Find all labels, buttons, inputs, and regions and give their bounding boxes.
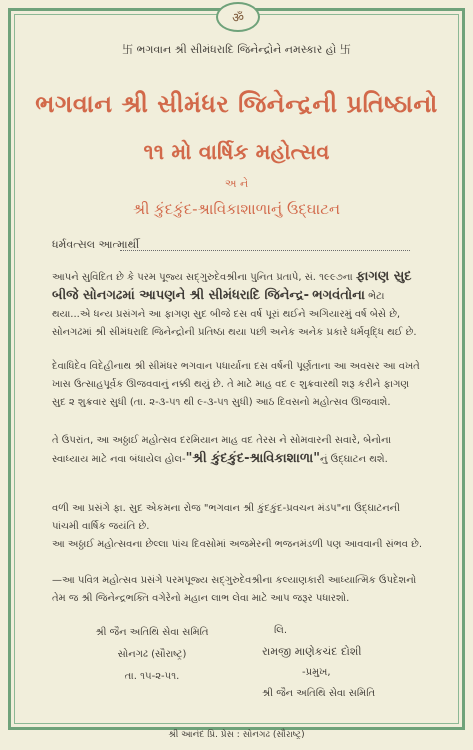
paragraph-3-rest: નું ઉદ્‌ઘાટન થશે. [320,454,388,465]
paragraph-5: આ અઠ્ઠાઈ મહોત્સવના છેલ્લા પાંચ દિવસોમાં અજમેરની ભજનમંડળી પણ આવવાની સંભવ છે. [52,539,423,550]
signatory-role: -પ્રમુખ, [302,667,331,678]
paragraph-1-highlight: ફાગણ સુદ બીજે સોનગઢમાં આપણને શ્રી સીમંધરાદિ જિનેન્દ્ર- [52,269,417,303]
signatory-name: રામજી માણેકચંદ દોશી [262,645,362,658]
signatory-org: શ્રી જૈન અતિથિ સેવા સમિતિ [262,688,376,699]
salutation: ધર્મવત્સલ આત્માર્થી [52,238,140,251]
paragraph-1-rest: ભેટા થયા...એ ધન્ય પ્રસંગને આ ફાગણ સુદ બીજે દસ વર્ષ પૂરાં થઈને અગિયારમું વર્ષ બેસે છે, સોનગઢમાં શ્રી સીમંધરાદિ જિનેન્દ્રોની પ્રતિષ્ઠા થયા પછી અનેક અનેક પ્રકારે ધર્મવૃદ્ધિ થઈ છે. [52,291,417,338]
paragraph-2: દેવાધિદેવ વિદેહીનાથ શ્રી સીમંધર ભગવાન પધાર્યાના દસ વર્ષની પૂર્ણતાના આ અવસર આ વખતે ખાસ ઉત્સાહપૂર્વક ઊજવવાનું નક્કી થયું છે. તે માટે માહ વદ ૯ શુક્રવારથી શરૂ કરીને ફાગણ સુદ ૨ શુક્રવાર સુધી (તા. ૨-૩-૫૧ થી ૯-૩-૫૧ સુધી) આઠ દિવસનો મહોત્સવ ઊજવાશે. [52,361,423,408]
paragraph-3 [52,432,424,469]
paragraph-3-highlight: "શ્રી કુંદકુંદ-શ્રાવિકાશાળા" [185,451,320,466]
printer-footer: શ્રી આનંદ પ્રિ. પ્રેસ : સોનગઢ (સૌરાષ્ટ્ર) [168,730,305,740]
org-name: શ્રી જૈન અતિથિ સેવા સમિતિ [95,627,209,638]
subtitle-inauguration: શ્રી કુંદકુંદ-શ્રાવિકાશાળાનું ઉદ્‌ઘાટન [132,200,341,218]
paragraph-6: —આ પવિત્ર મહોત્સવ પ્રસંગે પરમપૂજ્ય સદ્‌ગુરુદેવશ્રીના કલ્યાણકારી આધ્યાત્મિક ઉપદેશનો તેમ જ શ્રી જિનેન્દ્રભક્તિ વગેરેનો મહાન લાભ લેવા માટે આપ જરૂર પધારશો. [52,575,420,604]
paragraph-1 [52,268,424,342]
main-title: ભગવાન શ્રી સીમંધર જિનેન્દ્રની પ્રતિષ્ઠાનો [35,90,438,118]
name-blank-line [120,250,410,251]
paragraph-3-intro: તે ઉપરાંત, આ અઠ્ઠાઈ મહોત્સવ દરમિયાન માહ વદ તેરસ ને સોમવારની સવારે, બેનોના સ્વાધ્યાય માટે નવા બંધાયેલ હોલ- [52,435,395,465]
invocation-line: 卐 ભગવાન શ્રી સીમંધરાદિ જિનેન્દ્રોને નમસ્કાર હો 卐 [122,43,351,56]
paragraph-4: વળી આ પ્રસંગે ફા. સુદ એકમના રોજ "ભગવાન શ્રી કુંદકુંદ-પ્રવચન મંડપ"ના ઉદ્‌ઘાટનની પાંચમી વાર્ષિક જયંતિ છે. [52,503,404,532]
signature-right-block [262,620,442,704]
and-connector: અ ને [224,177,249,190]
signature-left-block [82,622,222,688]
from-label: લિ. [274,625,287,636]
subtitle-anniversary: ૧૧ મો વાર્ષિક મહોત્સવ [143,140,330,164]
paragraph-1-highlight-2: ભગવંતોના [312,288,365,303]
om-icon: ॐ [216,2,260,32]
paragraph-1-intro: આપને સુવિદિત છે કે પરમ પૂજ્ય સદ્‌ગુરુદેવશ્રીના પુનિત પ્રતાપે, સં. ૧૯૯૭ના [52,272,353,283]
date: તા. ૧૫-૨-૫૧. [124,671,180,682]
place: સોનગઢ (સૌરાષ્ટ્ર) [117,649,187,660]
